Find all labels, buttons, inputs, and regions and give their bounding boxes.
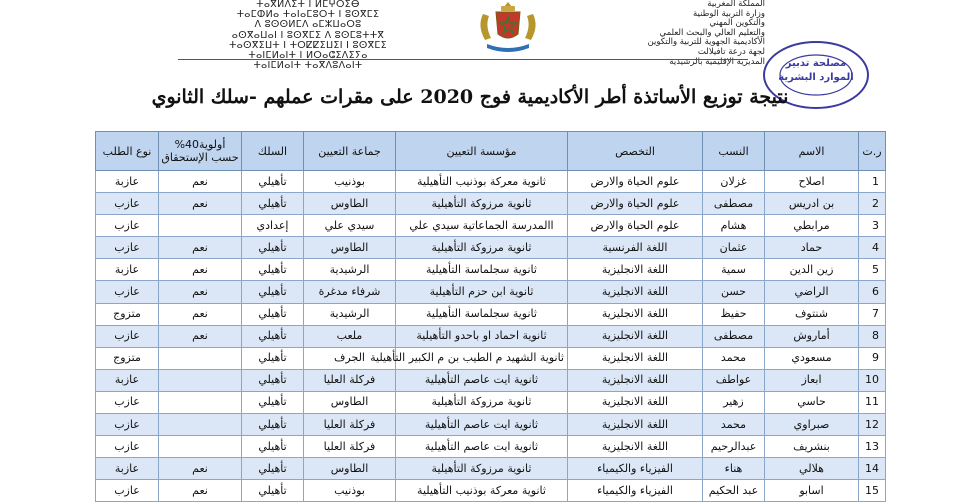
cell-specialty: اللغة الانجليزية: [568, 369, 703, 391]
cell-priority: [159, 369, 242, 391]
cell-last-name: سمية: [703, 259, 765, 281]
cell-commune: بوذنيب: [304, 171, 396, 193]
cell-request-type: عازب: [96, 193, 159, 215]
cell-priority: نعم: [159, 259, 242, 281]
table-row: [96, 215, 886, 237]
cell-specialty: اللغة الفرنسية: [568, 237, 703, 259]
cell-index: 11: [859, 391, 886, 413]
cell-last-name: عبدالرحيم: [703, 436, 765, 458]
cell-priority: [159, 215, 242, 237]
tifinagh-line: ⵜⴰⵏⵎⵍⴰⵏⵜ ⵜⴰⴳⴷⵓⴷⴰⵏⵜ: [253, 60, 363, 72]
cell-cycle: تأهيلي: [242, 303, 304, 325]
cell-commune: الطاوس: [304, 193, 396, 215]
cell-first-name: أماروش: [765, 325, 859, 347]
cell-cycle: تأهيلي: [242, 171, 304, 193]
cell-index: 10: [859, 369, 886, 391]
cell-commune: سيدي علي: [304, 215, 396, 237]
cell-school: ثانوية مرزوكة التأهيلية: [396, 458, 568, 480]
table-row: [96, 193, 886, 215]
cell-first-name: اسابو: [765, 480, 859, 502]
cell-cycle: تأهيلي: [242, 480, 304, 502]
arabic-line: لجهة درعة تافيلالت: [697, 46, 765, 57]
cell-last-name: محمد: [703, 347, 765, 369]
cell-priority: نعم: [159, 193, 242, 215]
cell-priority: [159, 347, 242, 369]
cell-commune: فركلة العليا: [304, 369, 396, 391]
cell-first-name: حاسي: [765, 391, 859, 413]
cell-priority: [159, 391, 242, 413]
cell-request-type: عازبة: [96, 369, 159, 391]
results-table: [95, 131, 886, 502]
cell-commune: بوذنيب: [304, 480, 396, 502]
col-header-request-type: نوع الطلب: [96, 132, 159, 171]
table-row: [96, 391, 886, 413]
col-header-first-name: الاسم: [765, 132, 859, 171]
cell-specialty: اللغة الانجليزية: [568, 303, 703, 325]
table-row: [96, 303, 886, 325]
arabic-line: وزارة التربية الوطنية: [692, 8, 765, 19]
cell-school: ثانوية مرزوكة التأهيلية: [396, 237, 568, 259]
cell-specialty: علوم الحياة والارض: [568, 171, 703, 193]
table-row: [96, 259, 886, 281]
cell-request-type: عازب: [96, 325, 159, 347]
tifinagh-letterhead: [178, 0, 438, 71]
arabic-line: والتعليم العالي والبحث العلمي: [659, 27, 765, 38]
stamp-line: مصلحة تدبير: [785, 58, 847, 69]
cell-commune: الرشيدية: [304, 259, 396, 281]
cell-priority: نعم: [159, 303, 242, 325]
cell-priority: نعم: [159, 171, 242, 193]
table-row: [96, 281, 886, 303]
cell-request-type: عازب: [96, 281, 159, 303]
cell-commune: شرفاء مدغرة: [304, 281, 396, 303]
cell-commune: الرشيدية: [304, 303, 396, 325]
cell-request-type: عازب: [96, 414, 159, 436]
cell-request-type: عازبة: [96, 259, 159, 281]
cell-index: 3: [859, 215, 886, 237]
arabic-letterhead: [575, 0, 765, 67]
cell-school: ثانوية ايت عاصم التأهيلية: [396, 436, 568, 458]
cell-specialty: الفيزياء والكيمياء: [568, 458, 703, 480]
cell-request-type: عازبة: [96, 458, 159, 480]
cell-cycle: تأهيلي: [242, 237, 304, 259]
table-row: [96, 458, 886, 480]
cell-school: ثانوية ايت عاصم التأهيلية: [396, 369, 568, 391]
tifinagh-line: ⵜⴰⵙⴳⵉⵡⵜ ⵏ ⵜⵔⵇⵇⵉⵡⵉⵏ ⵏ ⵓⵙⴳⵎⵉ: [229, 39, 387, 51]
cell-first-name: حماد: [765, 237, 859, 259]
cell-cycle: تأهيلي: [242, 436, 304, 458]
cell-specialty: علوم الحياة والارض: [568, 193, 703, 215]
cell-commune: فركلة العليا: [304, 436, 396, 458]
cell-commune: ملعب: [304, 325, 396, 347]
cell-first-name: ابعاز: [765, 369, 859, 391]
header-divider: [178, 59, 748, 60]
cell-commune: الطاوس: [304, 391, 396, 413]
cell-last-name: عثمان: [703, 237, 765, 259]
cell-cycle: تأهيلي: [242, 347, 304, 369]
cell-first-name: صبراوي: [765, 414, 859, 436]
cell-last-name: هشام: [703, 215, 765, 237]
cell-priority: نعم: [159, 480, 242, 502]
cell-specialty: اللغة الانجليزية: [568, 436, 703, 458]
col-header-specialty: التخصص: [568, 132, 703, 171]
cell-specialty: اللغة الانجليزية: [568, 347, 703, 369]
royal-emblem-icon: [465, 0, 551, 54]
cell-index: 2: [859, 193, 886, 215]
stamp-line: الموارد البشرية: [778, 72, 854, 83]
cell-last-name: غزلان: [703, 171, 765, 193]
cell-request-type: عازب: [96, 436, 159, 458]
cell-first-name: هلالي: [765, 458, 859, 480]
cell-cycle: تأهيلي: [242, 325, 304, 347]
cell-specialty: علوم الحياة والارض: [568, 215, 703, 237]
cell-school: االمدرسة الجماعاتية سيدي علي: [396, 215, 568, 237]
cell-specialty: اللغة الانجليزية: [568, 325, 703, 347]
cell-priority: نعم: [159, 458, 242, 480]
cell-cycle: تأهيلي: [242, 391, 304, 413]
cell-request-type: متزوج: [96, 303, 159, 325]
col-header-cycle: السلك: [242, 132, 304, 171]
cell-cycle: إعدادي: [242, 215, 304, 237]
arabic-line: الأكاديمية الجهوية للتربية والتكوين: [647, 37, 765, 48]
cell-school: ثانوية معركة بوذنيب التأهيلية: [396, 171, 568, 193]
cell-last-name: هناء: [703, 458, 765, 480]
cell-priority: [159, 414, 242, 436]
cell-cycle: تأهيلي: [242, 193, 304, 215]
cell-request-type: عازبة: [96, 171, 159, 193]
cell-school: ثانوية ابن حزم التأهيلية: [396, 281, 568, 303]
table-row: [96, 414, 886, 436]
cell-specialty: اللغة الانجليزية: [568, 391, 703, 413]
page-title: نتيجة توزيع الأساتذة أطر الأكاديمية فوج 2020 على مقرات عملهم -سلك الثانوي: [151, 86, 789, 108]
cell-first-name: بنشريف: [765, 436, 859, 458]
cell-school: ثانوية سجلماسة التأهيلية: [396, 303, 568, 325]
cell-first-name: مسعودي: [765, 347, 859, 369]
table-header-row: [96, 132, 886, 171]
col-header-school: مؤسسة التعيين: [396, 132, 568, 171]
cell-last-name: مصطفى: [703, 193, 765, 215]
cell-index: 13: [859, 436, 886, 458]
cell-cycle: تأهيلي: [242, 281, 304, 303]
cell-specialty: اللغة الانجليزية: [568, 414, 703, 436]
table-row: [96, 237, 886, 259]
tifinagh-line: ⵜⴰⵎⵀⵍⴰ ⵜⴰⵏⴰⵎⵓⵔⵜ ⵏ ⵓⵙⴳⵎⵉ: [236, 9, 380, 21]
table-row: [96, 347, 886, 369]
arabic-line: والتكوين المهني: [709, 18, 765, 29]
cell-cycle: تأهيلي: [242, 458, 304, 480]
cell-index: 6: [859, 281, 886, 303]
cell-last-name: عواطف: [703, 369, 765, 391]
tifinagh-line: ⵜⴰⴳⵍⴷⵉⵜ ⵏ ⵍⵎⵖⵔⵉⴱ: [256, 0, 360, 10]
cell-last-name: حسن: [703, 281, 765, 303]
table-row: [96, 171, 886, 193]
cell-index: 14: [859, 458, 886, 480]
cell-index: 9: [859, 347, 886, 369]
cell-first-name: شنتوف: [765, 303, 859, 325]
cell-request-type: عازب: [96, 391, 159, 413]
cell-school: ثانوية سجلماسة التأهيلية: [396, 259, 568, 281]
cell-index: 4: [859, 237, 886, 259]
cell-priority: [159, 436, 242, 458]
cell-specialty: اللغة الانجليزية: [568, 259, 703, 281]
cell-index: 5: [859, 259, 886, 281]
cell-cycle: تأهيلي: [242, 369, 304, 391]
cell-commune: الطاوس: [304, 237, 396, 259]
col-header-last-name: النسب: [703, 132, 765, 171]
cell-first-name: زين الدين: [765, 259, 859, 281]
cell-index: 15: [859, 480, 886, 502]
cell-school: ثانوية الشهيد م الطيب بن م الكبير التأهيلية: [396, 347, 568, 369]
cell-first-name: بن ادريس: [765, 193, 859, 215]
cell-index: 1: [859, 171, 886, 193]
cell-last-name: حفيظ: [703, 303, 765, 325]
cell-request-type: عازب: [96, 480, 159, 502]
tifinagh-line: ⵜⴰⵏⵎⵍⴰⵏⵜ ⵏ ⵍⵔⴰⵛⵉⴷⵉⵢⴰ: [248, 50, 368, 62]
cell-school: ثانوية معركة بوذنيب التأهيلية: [396, 480, 568, 502]
cell-school: ثانوية ايت عاصم التأهيلية: [396, 414, 568, 436]
table-row: [96, 325, 886, 347]
cell-last-name: زهير: [703, 391, 765, 413]
table-row: [96, 436, 886, 458]
cell-commune: الطاوس: [304, 458, 396, 480]
cell-index: 7: [859, 303, 886, 325]
cell-specialty: اللغة الانجليزية: [568, 281, 703, 303]
cell-cycle: تأهيلي: [242, 414, 304, 436]
cell-priority: نعم: [159, 325, 242, 347]
tifinagh-line: ⴰⵙⴳⴰⵡⴰⵏ ⵏ ⵓⵙⴳⵎⵉ ⴷ ⵓⵙⵎⵓⵜⵜⴳ: [231, 29, 385, 41]
arabic-line: المديرية الإقليمية بالرشيدية: [669, 56, 765, 67]
col-header-index: ر.ت: [859, 132, 886, 171]
cell-first-name: الراضي: [765, 281, 859, 303]
cell-school: ثانوية مرزوكة التأهيلية: [396, 391, 568, 413]
cell-request-type: عازب: [96, 237, 159, 259]
tifinagh-line: ⴷ ⵓⵙⵙⵍⵎⴷ ⴰⵎⵣⵡⴰⵔⵓ: [254, 19, 362, 31]
cell-priority: نعم: [159, 281, 242, 303]
cell-commune: فركلة العليا: [304, 414, 396, 436]
cell-last-name: محمد: [703, 414, 765, 436]
cell-request-type: متزوج: [96, 347, 159, 369]
cell-request-type: عازب: [96, 215, 159, 237]
col-header-commune: جماعة التعيين: [304, 132, 396, 171]
cell-first-name: مرابطي: [765, 215, 859, 237]
cell-school: ثانوية احماد او باحدو التأهيلية: [396, 325, 568, 347]
table-row: [96, 480, 886, 502]
cell-cycle: تأهيلي: [242, 259, 304, 281]
table-row: [96, 369, 886, 391]
cell-specialty: الفيزياء والكيمياء: [568, 480, 703, 502]
cell-index: 8: [859, 325, 886, 347]
cell-first-name: اصلاح: [765, 171, 859, 193]
cell-school: ثانوية مرزوكة التأهيلية: [396, 193, 568, 215]
arabic-line: المملكة المغربية: [707, 0, 765, 9]
cell-last-name: مصطفى: [703, 325, 765, 347]
cell-priority: نعم: [159, 237, 242, 259]
cell-index: 12: [859, 414, 886, 436]
cell-commune: الجرف: [304, 347, 396, 369]
cell-last-name: عبد الحكيم: [703, 480, 765, 502]
col-header-priority: أولوية40% حسب الإستحقاق: [159, 132, 242, 171]
